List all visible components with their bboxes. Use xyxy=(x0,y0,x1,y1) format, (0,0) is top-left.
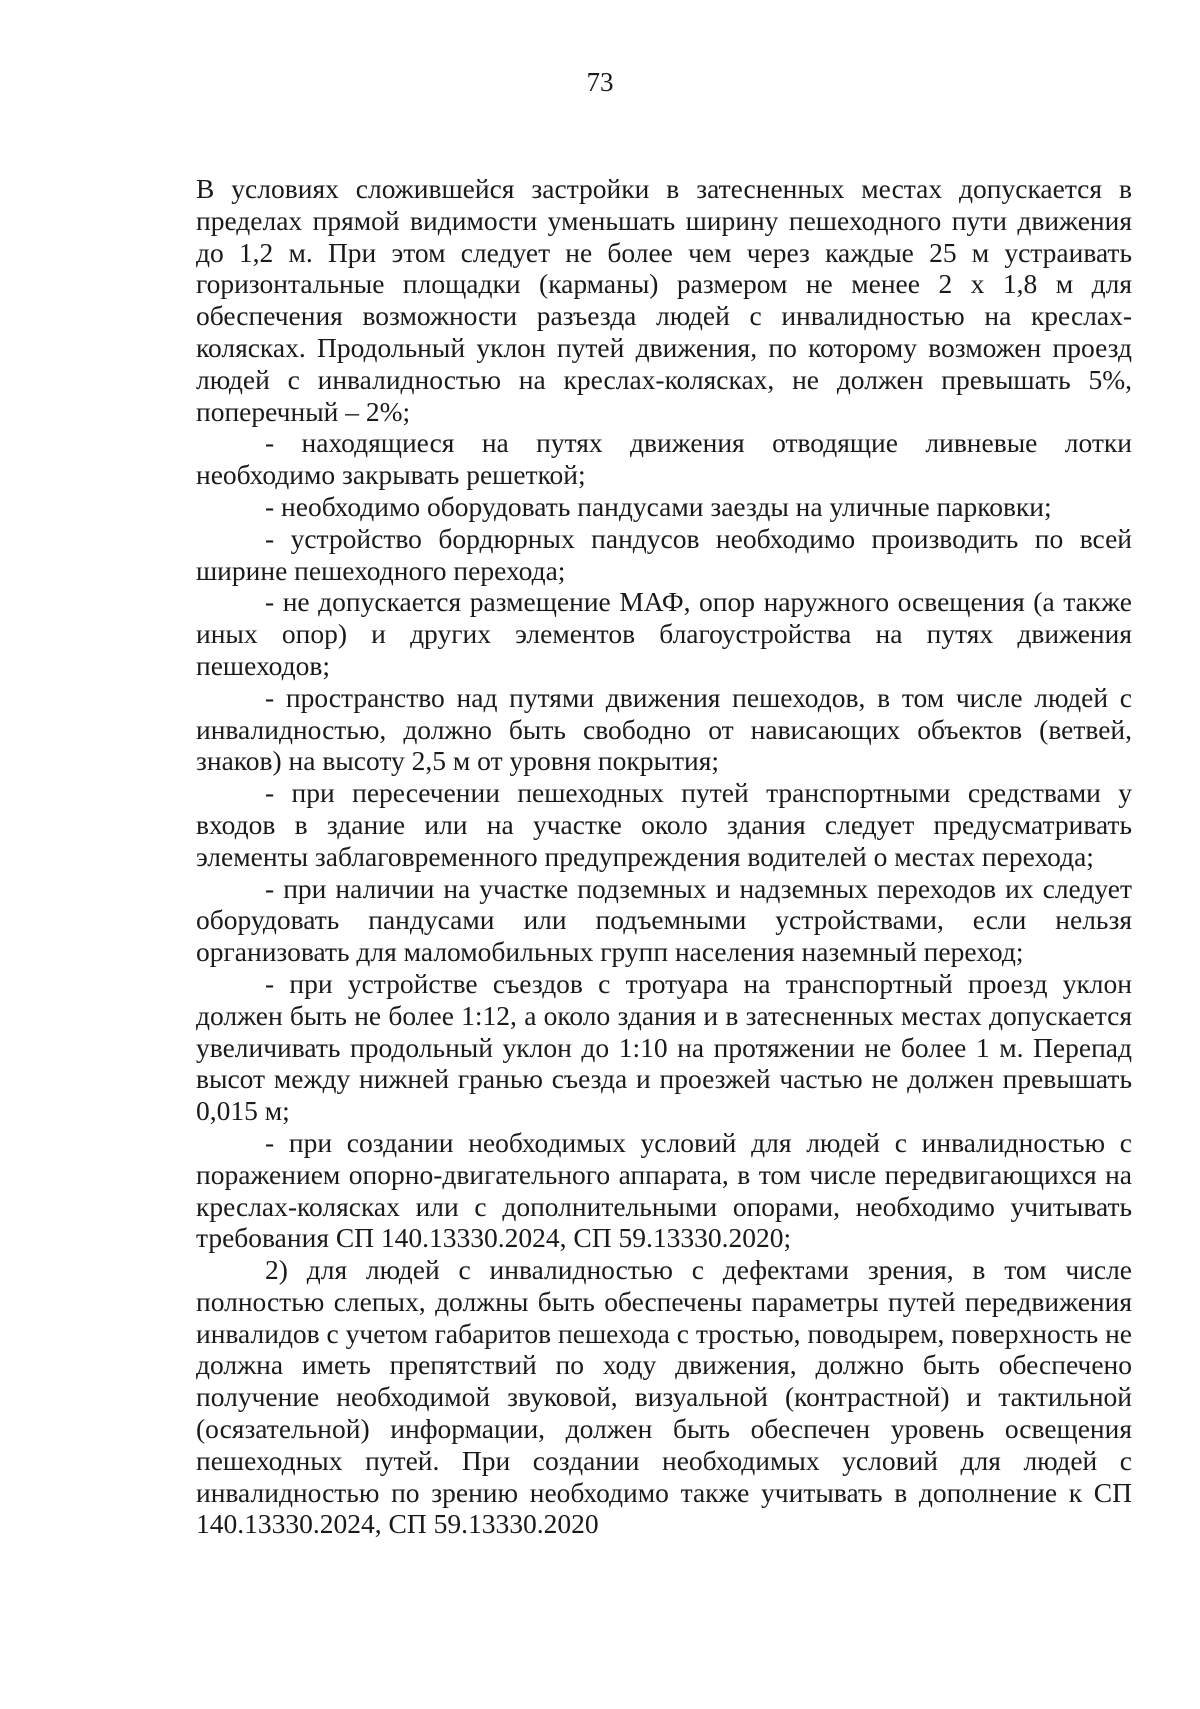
paragraph-curb-slopes: - при устройстве съездов с тротуара на транспортный проезд уклон должен быть не более 1:12, а около здания и в затесненных местах допускается увеличивать продольный уклон до 1:10 на протяжении не более 1 м. Перепад высот между нижней гранью съезда и проезжей частью не должен превышать 0,015 м; xyxy=(196,967,1132,1127)
paragraph-drainage-trays: - находящиеся на путях движения отводящие ливневые лотки необходимо закрывать решеткой; xyxy=(196,427,1132,491)
document-body xyxy=(196,173,1132,1540)
paragraph-narrow-paths: В условиях сложившейся застройки в затесненных местах допускается в пределах прямой видимости уменьшать ширину пешеходного пути движения до 1,2 м. При этом следует не более чем через каждые 25 м устраивать горизонтальные площадки (карманы) размером не менее 2 x 1,8 м для обеспечения возможности разъезда людей с инвалидностью на креслах-колясках. Продольный уклон путей движения, по которому возможен проезд людей с инвалидностью на креслах-колясках, не должен превышать 5%, поперечный – 2%; xyxy=(196,173,1132,427)
paragraph-parking-ramps: - необходимо оборудовать пандусами заезды на уличные парковки; xyxy=(265,490,1052,522)
page-number: 73 xyxy=(586,67,614,97)
paragraph-mobility-requirements: - при создании необходимых условий для людей с инвалидностью с поражением опорно-двигательного аппарата, в том числе передвигающихся на креслах-колясках или с дополнительными опорами, необходимо учитывать требования СП 140.13330.2024, СП 59.13330.2020; xyxy=(196,1126,1132,1254)
paragraph-vision-impaired: 2) для людей с инвалидностью с дефектами зрения, в том числе полностью слепых, должны быть обеспечены параметры путей передвижения инвалидов с учетом габаритов пешехода с тростью, поводырем, поверхность не должна иметь препятствий по ходу движения, должно быть обеспечено получение необходимой звуковой, визуальной (контрастной) и тактильной (осязательной) информации, должен быть обеспечен уровень освещения пешеходных путей. При создании необходимых условий для людей с инвалидностью по зрению необходимо также учитывать в дополнение к СП 140.13330.2024, СП 59.13330.2020 xyxy=(196,1254,1132,1540)
paragraph-underpasses: - при наличии на участке подземных и надземных переходов их следует оборудовать пандусами или подъемными устройствами, если нельзя организовать для маломобильных групп населения наземный переход; xyxy=(196,872,1132,968)
paragraph-curb-ramps: - устройство бордюрных пандусов необходимо производить по всей ширине пешеходного перехода; xyxy=(196,522,1132,586)
paragraph-vehicle-crossing: - при пересечении пешеходных путей транспортными средствами у входов в здание или на участке около здания следует предусматривать элементы заблаговременного предупреждения водителей о местах перехода; xyxy=(196,777,1132,872)
paragraph-overhead-space: - пространство над путями движения пешеходов, в том числе людей с инвалидностью, должно быть свободно от нависающих объектов (ветвей, знаков) на высоту 2,5 м от уровня покрытия; xyxy=(196,681,1132,777)
paragraph-obstacles: - не допускается размещение МАФ, опор наружного освещения (а также иных опор) и других элементов благоустройства на путях движения пешеходов; xyxy=(196,586,1132,681)
